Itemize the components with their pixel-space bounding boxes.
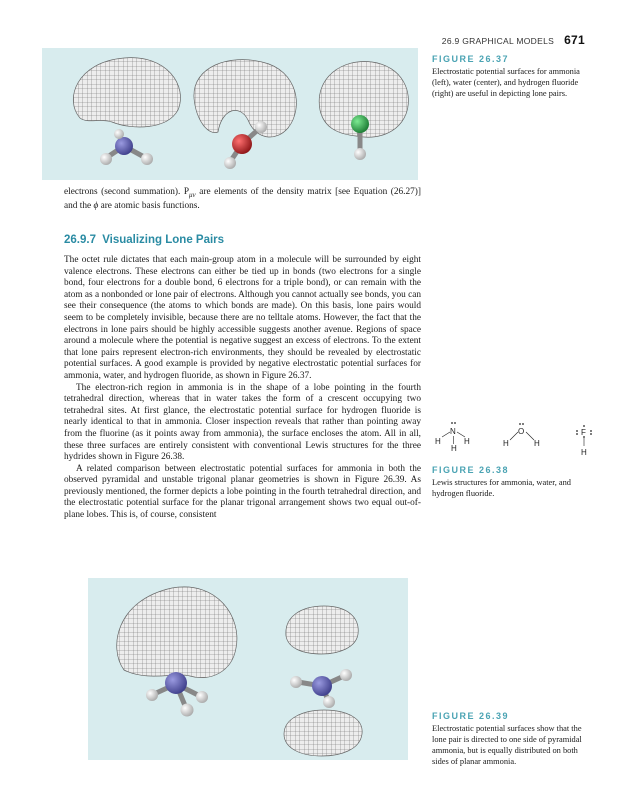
water-lewis — [503, 423, 540, 448]
figure-26-39-image — [88, 578, 408, 760]
figure-26-39-label: FIGURE 26.39 — [432, 711, 510, 721]
section-number: 26.9.7 — [64, 234, 96, 246]
intro-phi: ϕ — [93, 201, 99, 212]
intro-text-3: are atomic basis functions. — [98, 201, 200, 212]
section-title: Visualizing Lone Pairs — [102, 234, 225, 246]
figure-26-37-label: FIGURE 26.37 — [432, 54, 510, 64]
intro-text-2: are elements of the density matrix [see Equation (26.27)] and the — [64, 187, 421, 212]
figure-26-37-caption — [432, 54, 592, 99]
ammonia-lewis — [435, 422, 470, 453]
oxygen-atom — [232, 134, 252, 154]
figure-26-37-image — [42, 48, 418, 180]
intro-text-1: electrons (second summation). P — [64, 187, 190, 197]
planar-ammonia-surface — [284, 606, 362, 756]
figure-26-39-caption — [432, 711, 592, 767]
running-header — [442, 33, 585, 47]
running-head-title: 26.9 GRAPHICAL MODELS — [441, 36, 555, 46]
figure-26-37-caption-text: Electrostatic potential surfaces for ammonia (left), water (center), and hydrogen fluoride (right) are useful in depicting lone pairs. — [432, 67, 580, 98]
figure-26-38-label: FIGURE 26.38 — [432, 465, 510, 475]
section-heading — [64, 234, 224, 246]
hydrogen-fluoride-lewis — [576, 425, 592, 457]
main-text — [64, 255, 421, 522]
intro-subscript: μν — [189, 190, 196, 199]
lewis-h: H — [534, 439, 540, 448]
figure-26-38-lewis-structures — [430, 420, 600, 460]
hydrogen-fluoride-surface — [319, 61, 408, 160]
lewis-o: O — [518, 427, 525, 436]
paragraph-3: A related comparison between electrostatic potential surfaces for ammonia in both the observed pyramidal and unstable trigonal planar geometries is shown in Figure 26.39. As previously mentioned, the former depicts a lobe pointing in the fourth tetrahedral direction, and the electrostatic potential surface for the planar trigonal arrangement shows two equal out-of-plane lobes. This is, of course, consistent — [64, 463, 421, 521]
ammonia-surface — [73, 58, 180, 165]
intro-paragraph — [64, 187, 421, 213]
lewis-f: F — [581, 428, 586, 437]
lewis-h: H — [503, 439, 509, 448]
lewis-h: H — [451, 444, 457, 453]
lewis-h: H — [464, 437, 470, 446]
figure-26-38-caption — [432, 465, 592, 499]
fluorine-atom — [351, 115, 369, 133]
page-number: 671 — [564, 33, 585, 47]
lewis-n: N — [450, 427, 456, 436]
nitrogen-atom — [115, 137, 133, 155]
lewis-h: H — [435, 437, 441, 446]
paragraph-2: The electron-rich region in ammonia is in the shape of a lobe pointing in the fourth tetrahedral direction, whereas that in water takes the form of a crescent occupying two tetrahedral sites. At first glance, the electrostatic potential surface for hydrogen fluoride is nearly identical to that in ammonia. Closer inspection reveals that rather than pointing away from the fluorine (as it points away from ammonia), the surface encloses the atom. All in all, these three surfaces are entirely consistent with conventional Lewis structures for the three hydrides shown in Figure 26.38. — [64, 382, 421, 463]
water-surface — [194, 60, 296, 169]
paragraph-1: The octet rule dictates that each main-group atom in a molecule will be surrounded by eight valence electrons. These electrons can either be tied up in bonds (two electrons for a single bond, four electrons for a double bond, 6 electrons for a triple bond), or can remain with the atom as a nonbonded or lone pair of electrons. Although you cannot actually see bonds, you can see their consequence (the atoms to which bonds are made). On this basis, lone pairs would seem to be completely invisible, because there are no telltale atoms. However, the fact that the electrons in lone pairs should be highly accessible suggests another avenue. Regions of space around a molecule where the potential is negative suggest an excess of electrons. To the extent that lone pairs represent electron-rich environments, they should be revealed by electrostatic potential surfaces. A good example is provided by negative electrostatic potential surfaces for ammonia, water, and hydrogen fluoride, as shown in Figure 26.37. — [64, 255, 421, 381]
figure-26-39-caption-text: Electrostatic potential surfaces show that the lone pair is directed to one side of pyramidal ammonia, but is equally distributed on both sides of planar ammonia. — [432, 724, 582, 766]
figure-26-38-caption-text: Lewis structures for ammonia, water, and hydrogen fluoride. — [432, 478, 571, 498]
nitrogen-atom — [165, 672, 187, 694]
nitrogen-atom — [312, 676, 332, 696]
lewis-h: H — [581, 448, 587, 457]
pyramidal-ammonia-surface — [117, 587, 237, 717]
